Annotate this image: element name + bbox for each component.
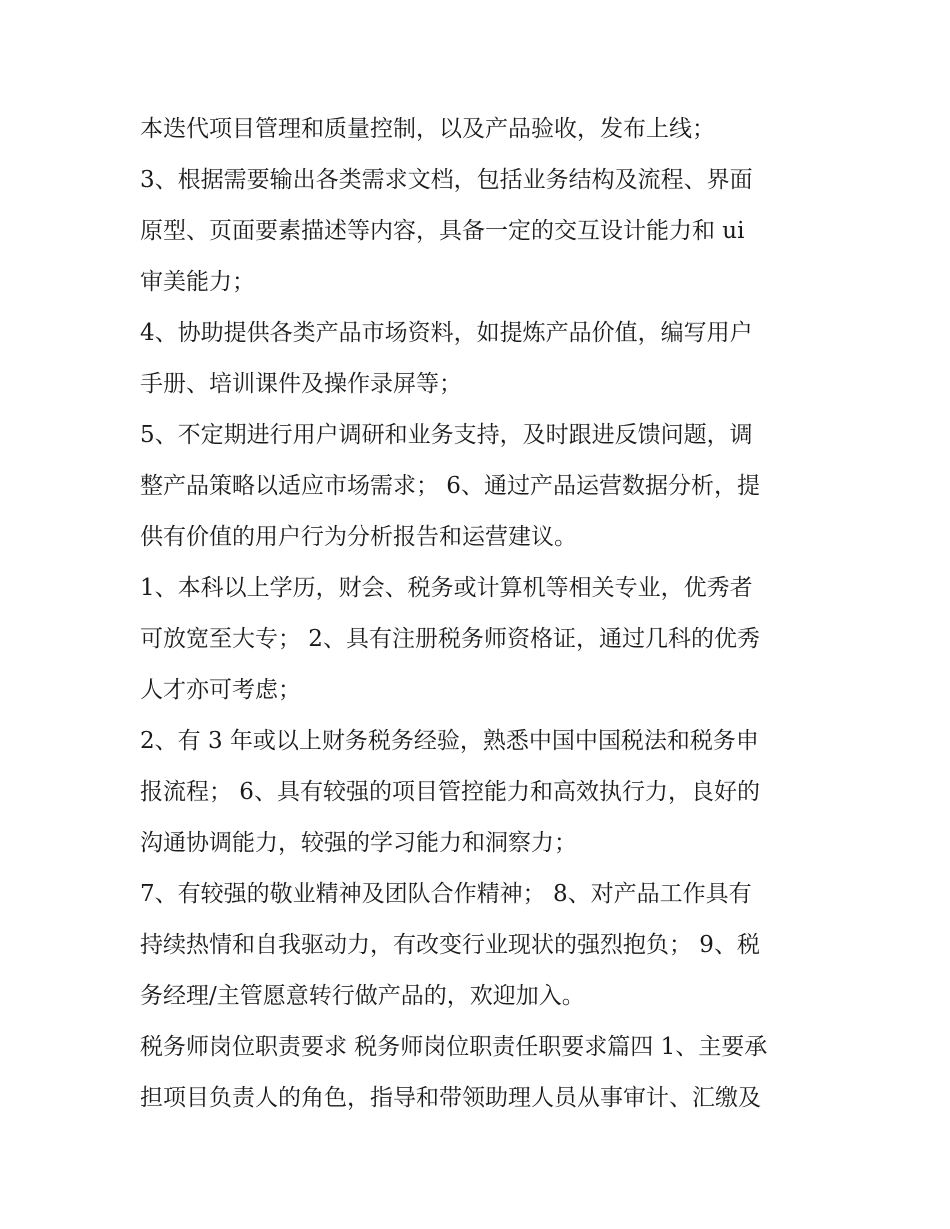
text-line: 2、有 3 年或以上财务税务经验，熟悉中国中国税法和税务申 [140,728,759,754]
text-line: 手册、培训课件及操作录屏等； [140,371,462,397]
text-line: 担项目负责人的角色，指导和带领助理人员从事审计、汇缴及 [140,1085,761,1111]
text-line: 务经理/主管愿意转行做产品的，欢迎加入。 [140,983,585,1009]
text-line: 3、根据需要输出各类需求文档，包括业务结构及流程、界面 [140,167,753,193]
text-line: 原型、页面要素描述等内容，具备一定的交互设计能力和 ui [140,218,745,244]
text-line: 供有价值的用户行为分析报告和运营建议。 [140,524,577,550]
document-body [140,104,820,1124]
text-line: 人才亦可考虑； [140,677,301,703]
text-line: 可放宽至大专； 2、具有注册税务师资格证，通过几科的优秀 [140,626,760,652]
text-line: 审美能力； [140,269,255,295]
text-line: 5、不定期进行用户调研和业务支持，及时跟进反馈问题，调 [140,422,753,448]
text-line: 本迭代项目管理和质量控制，以及产品验收，发布上线； [140,116,715,142]
text-line: 报流程； 6、具有较强的项目管控能力和高效执行力，良好的 [140,779,760,805]
text-line: 7、有较强的敬业精神及团队合作精神； 8、对产品工作具有 [140,881,752,907]
text-line: 持续热情和自我驱动力，有改变行业现状的强烈抱负； 9、税 [140,932,760,958]
text-line: 4、协助提供各类产品市场资料，如提炼产品价值，编写用户 [140,320,753,346]
text-line: 沟通协调能力，较强的学习能力和洞察力； [140,830,577,856]
text-line: 1、本科以上学历，财会、税务或计算机等相关专业，优秀者 [140,575,753,601]
text-line: 整产品策略以适应市场需求； 6、通过产品运营数据分析，提 [140,473,760,499]
text-line: 税务师岗位职责要求 税务师岗位职责任职要求篇四 1、主要承 [140,1034,768,1060]
